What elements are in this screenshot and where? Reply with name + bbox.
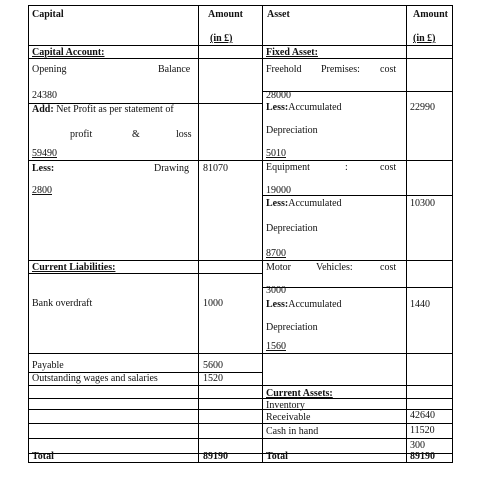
grid-line [28,385,262,386]
grid-line [28,462,453,463]
depreciation-label: Depreciation [266,125,318,136]
grid-line [262,160,453,161]
motor-net-amount: 1440 [410,299,430,310]
total-label-right: Total [266,451,288,462]
grid-line [28,45,453,46]
equipment-cost: 19000 [266,185,291,196]
inventory-label: Inventory [266,400,305,411]
opening-value: 24380 [32,90,57,101]
less-accumulated-label [266,198,342,209]
accumulated-text: Accumulated [288,299,342,310]
equipment-colon: : [345,162,348,173]
grid-line [28,58,262,59]
premises-label: Premises: [321,64,360,75]
bank-overdraft-label: Bank overdraft [32,298,93,309]
grid-line [262,260,453,261]
profit-value: 59490 [32,148,57,159]
total-amount-left: 89190 [203,451,228,462]
total-amount-right: 89190 [410,451,435,462]
net-profit-text: Net Profit as per statement of [53,104,174,115]
total-label-left: Total [32,451,54,462]
bank-overdraft-amount: 1000 [203,298,223,309]
drawing-label: Drawing [154,163,189,174]
less-keyword: Less: [266,299,289,310]
equipment-label: Equipment [266,162,310,173]
freehold-net-amount: 22990 [410,102,435,113]
current-assets-heading: Current Assets: [266,388,333,399]
cost-label: cost [380,64,397,75]
grid-line [28,160,262,161]
inventory-amount: 42640 [410,410,435,421]
current-liabilities-heading: Current Liabilities: [32,262,116,273]
grid-line [28,409,262,410]
grid-line [452,5,453,463]
header-unit-right: (in £) [413,33,436,44]
receivable-amount: 11520 [410,425,435,436]
less-label: Less: [32,163,55,174]
payable-label: Payable [32,360,64,371]
grid-line [262,385,453,386]
receivable-label: Receivable [266,412,311,423]
depreciation-label: Depreciation [266,223,318,234]
equipment-depreciation: 8700 [266,248,286,259]
vehicles-label: Vehicles: [316,262,353,273]
less-accumulated-label [266,102,342,113]
header-amount-left: Amount [208,9,244,20]
ampersand: & [132,129,140,140]
motor-label: Motor [266,262,291,273]
grid-line [262,58,453,59]
freehold-depreciation: 5010 [266,148,286,159]
balance-label: Balance [158,64,191,75]
motor-depreciation: 1560 [266,341,286,352]
motor-cost-label: cost [380,262,397,273]
outstanding-wages-amount: 1520 [203,373,223,384]
grid-line [262,5,263,463]
capital-account-heading: Capital Account: [32,47,105,58]
header-unit-left: (in £) [210,33,233,44]
motor-cost: 3000 [266,285,286,296]
grid-line [406,5,407,463]
grid-line [28,353,262,354]
accumulated-text: Accumulated [288,102,342,113]
grid-line [28,438,262,439]
payable-amount: 5600 [203,360,223,371]
grid-line [28,273,262,274]
capital-total-amount: 81070 [203,163,228,174]
less-keyword: Less: [266,198,289,209]
equipment-cost-label: cost [380,162,397,173]
grid-line [262,423,453,424]
cash-in-hand-amount: 300 [410,440,425,451]
header-capital: Capital [32,9,64,20]
grid-line [28,260,262,261]
grid-line [28,398,262,399]
cash-in-hand-label: Cash in hand [266,426,319,437]
header-amount-right: Amount [413,9,449,20]
grid-line [198,5,199,463]
grid-line [262,353,453,354]
add-net-profit-label [32,104,174,115]
grid-line [262,438,453,439]
freehold-label: Freehold [266,64,302,75]
header-asset: Asset [267,9,290,20]
grid-line [28,5,453,6]
freehold-cost: 28000 [266,90,291,101]
profit-word: profit [70,129,93,140]
grid-line [262,287,453,288]
accumulated-text: Accumulated [288,198,342,209]
depreciation-label: Depreciation [266,322,318,333]
balance-sheet-table [28,5,453,463]
grid-line [28,453,453,454]
outstanding-wages-label: Outstanding wages and salaries [32,373,158,384]
fixed-asset-heading: Fixed Asset: [266,47,318,58]
equipment-net-amount: 10300 [410,198,435,209]
grid-line [28,5,29,463]
add-keyword: Add: [32,104,54,115]
less-accumulated-label [266,299,342,310]
loss-word: loss [176,129,192,140]
grid-line [28,423,262,424]
less-keyword: Less: [266,102,289,113]
drawing-value: 2800 [32,185,52,196]
opening-label: Opening [32,64,67,75]
